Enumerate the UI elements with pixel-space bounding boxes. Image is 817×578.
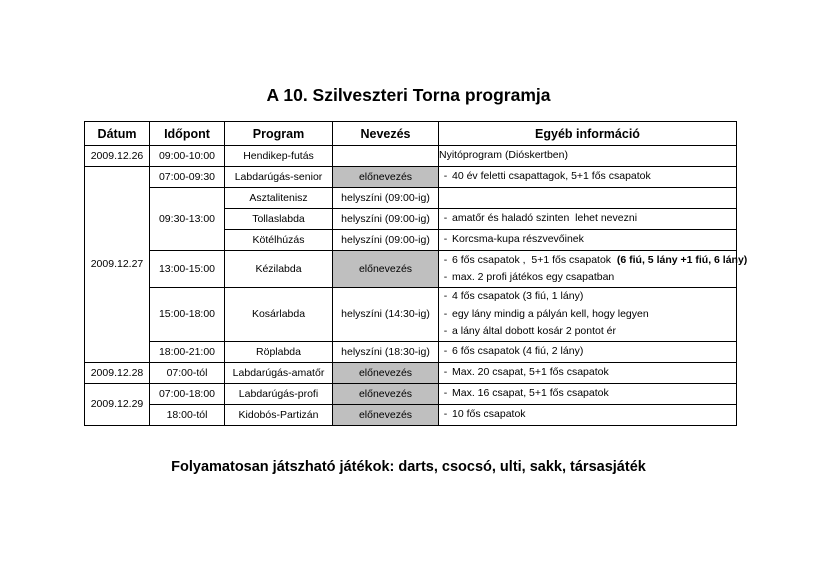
registration-cell: előnevezés: [333, 167, 439, 188]
bullet-text: 40 év feletti csapattagok, 5+1 fős csapatok: [452, 170, 651, 183]
bullet-dash: -: [443, 386, 448, 399]
bullet-dash: -: [443, 271, 448, 283]
bullet-text: 6 fős csapatok , 5+1 fős csapatok: [452, 253, 617, 266]
bullet-text: a lány által dobott kosár 2 pontot ér: [452, 325, 617, 337]
time-cell: 18:00-21:00: [150, 341, 225, 362]
program-cell: Hendikep-futás: [225, 146, 333, 167]
time-cell: 18:00-tól: [150, 404, 225, 425]
table-row: [85, 188, 737, 209]
bullet-dash: -: [443, 170, 448, 183]
column-header-date: Dátum: [85, 122, 150, 146]
info-cell: [439, 288, 737, 342]
column-header-program: Program: [225, 122, 333, 146]
bullet-dash: -: [443, 325, 448, 337]
bullet-text: 10 fős csapatok: [452, 407, 526, 420]
date-cell: 2009.12.26: [85, 146, 150, 167]
info-cell: [439, 146, 737, 167]
registration-cell: helyszíni (09:00-ig): [333, 230, 439, 251]
registration-cell: előnevezés: [333, 251, 439, 288]
info-cell: [439, 341, 737, 362]
info-cell: [439, 230, 737, 251]
bullet-text: 4 fős csapatok (3 fiú, 1 lány): [452, 290, 584, 302]
program-cell: Kötélhúzás: [225, 230, 333, 251]
program-cell: Labdarúgás-amatőr: [225, 362, 333, 383]
time-cell: 13:00-15:00: [150, 251, 225, 288]
program-table: [84, 121, 748, 426]
time-cell: 07:00-18:00: [150, 383, 225, 404]
table-row: [85, 362, 737, 383]
program-cell: Labdarúgás-senior: [225, 167, 333, 188]
info-cell: [439, 167, 737, 188]
program-cell: Röplabda: [225, 341, 333, 362]
time-cell: 09:00-10:00: [150, 146, 225, 167]
info-bullet: [439, 364, 736, 382]
bullet-dash: -: [443, 365, 448, 378]
bullet-dash: -: [443, 307, 448, 320]
bullet-text-bold: (6 fiú, 5 lány +1 fiú, 6 lány): [616, 253, 748, 266]
table-row: [85, 288, 737, 342]
table-row: [85, 146, 737, 167]
info-bullet: [439, 288, 736, 306]
time-cell: 15:00-18:00: [150, 288, 225, 342]
info-cell: [439, 251, 748, 288]
bullet-dash: -: [443, 290, 448, 302]
column-header-registration: Nevezés: [333, 122, 439, 146]
column-header-info: Egyéb információ: [439, 122, 737, 146]
table-row: [85, 383, 737, 404]
registration-cell: helyszíni (18:30-ig): [333, 341, 439, 362]
info-bullet: [439, 343, 736, 361]
column-header-time: Időpont: [150, 122, 225, 146]
table-row: [85, 341, 737, 362]
table-row: [85, 251, 737, 288]
info-bullet: [439, 385, 736, 403]
info-bullet: [439, 252, 748, 270]
info-bullet: [439, 306, 736, 324]
info-cell: [439, 209, 737, 230]
header-row: [85, 122, 737, 146]
footer-note: Folyamatosan játszható játékok: darts, csocsó, ulti, sakk, társasjáték: [171, 458, 646, 475]
info-cell: [439, 404, 737, 425]
registration-cell: előnevezés: [333, 383, 439, 404]
program-cell: Asztalitenisz: [225, 188, 333, 209]
bullet-dash: -: [443, 212, 448, 225]
time-cell: 09:30-13:00: [150, 188, 225, 251]
program-cell: Kosárlabda: [225, 288, 333, 342]
info-bullet: [439, 210, 736, 228]
registration-cell: előnevezés: [333, 362, 439, 383]
bullet-dash: -: [443, 344, 448, 357]
bullet-dash: -: [443, 233, 448, 246]
table-row: [85, 404, 737, 425]
info-bullet: [439, 231, 736, 249]
program-cell: Tollaslabda: [225, 209, 333, 230]
date-cell: 2009.12.27: [85, 167, 150, 363]
program-cell: Kidobós-Partizán: [225, 404, 333, 425]
bullet-text: Nyitóprogram (Dióskertben): [439, 149, 568, 162]
page-title: A 10. Szilveszteri Torna programja: [266, 85, 551, 105]
registration-cell: helyszíni (09:00-ig): [333, 188, 439, 209]
info-bullet: [439, 269, 736, 287]
time-cell: 07:00-09:30: [150, 167, 225, 188]
info-cell: [439, 362, 737, 383]
bullet-text: egy lány mindig a pályán kell, hogy legyen: [452, 307, 649, 320]
bullet-text: Max. 20 csapat, 5+1 fős csapatok: [452, 365, 609, 378]
time-cell: 07:00-tól: [150, 362, 225, 383]
registration-cell: helyszíni (09:00-ig): [333, 209, 439, 230]
bullet-text: Korcsma-kupa részvevőinek: [452, 233, 584, 246]
bullet-dash: -: [443, 407, 448, 420]
table-row: [85, 167, 737, 188]
bullet-dash: -: [443, 253, 448, 266]
bullet-text: amatőr és haladó szinten lehet nevezni: [452, 212, 638, 225]
bullet-text: Max. 16 csapat, 5+1 fős csapatok: [452, 386, 609, 399]
date-cell: 2009.12.28: [85, 362, 150, 383]
registration-cell: előnevezés: [333, 404, 439, 425]
registration-cell: helyszíni (14:30-ig): [333, 288, 439, 342]
info-cell: [439, 383, 737, 404]
date-cell: 2009.12.29: [85, 383, 150, 425]
registration-cell: [333, 146, 439, 167]
bullet-text: 6 fős csapatok (4 fiú, 2 lány): [452, 344, 584, 357]
info-bullet: [439, 168, 736, 186]
program-cell: Kézilabda: [225, 251, 333, 288]
program-cell: Labdarúgás-profi: [225, 383, 333, 404]
info-bullet: [439, 147, 736, 165]
info-cell: [439, 188, 737, 209]
bullet-text: max. 2 profi játékos egy csapatban: [452, 271, 615, 283]
info-bullet: [439, 406, 736, 424]
info-bullet: [439, 323, 736, 341]
